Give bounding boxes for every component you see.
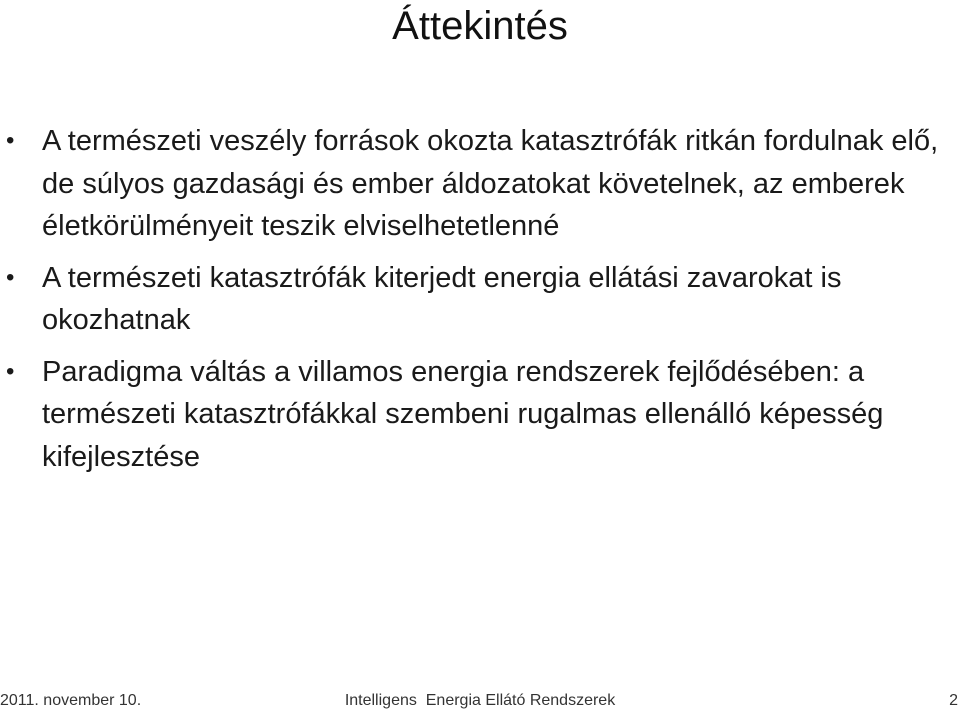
slide-footer [0,688,960,713]
bullet-dot-icon: • [6,263,15,291]
bullet-text: A természeti katasztrófák kiterjedt energia ellátási zavarokat is okozhatnak [42,261,842,336]
bullet-item [0,351,960,479]
bullet-dot-icon: • [6,127,15,154]
bullet-dot-icon: • [6,357,15,385]
bullet-text: A természeti veszély források okozta katasztrófák ritkán fordulnak elő, de súlyos gazdasági és ember áldozatokat követelnek, az emberek életkörülményeit teszik elviselhetetlenné [42,125,939,242]
bullet-text: Paradigma váltás a villamos energia rendszerek fejlődésében: a természeti katasztrófákkal szembeni rugalmas ellenálló képesség kifejlesztése [42,355,884,473]
bullet-item [0,257,960,342]
bullet-list [0,120,960,487]
slide-title: Áttekintés [392,4,568,48]
bullet-item [0,120,960,248]
footer-presentation-title: Intelligens Energia Ellátó Rendszerek [344,692,616,709]
footer-page-number: 2 [949,692,958,709]
footer-date: 2011. november 10. [0,692,142,709]
